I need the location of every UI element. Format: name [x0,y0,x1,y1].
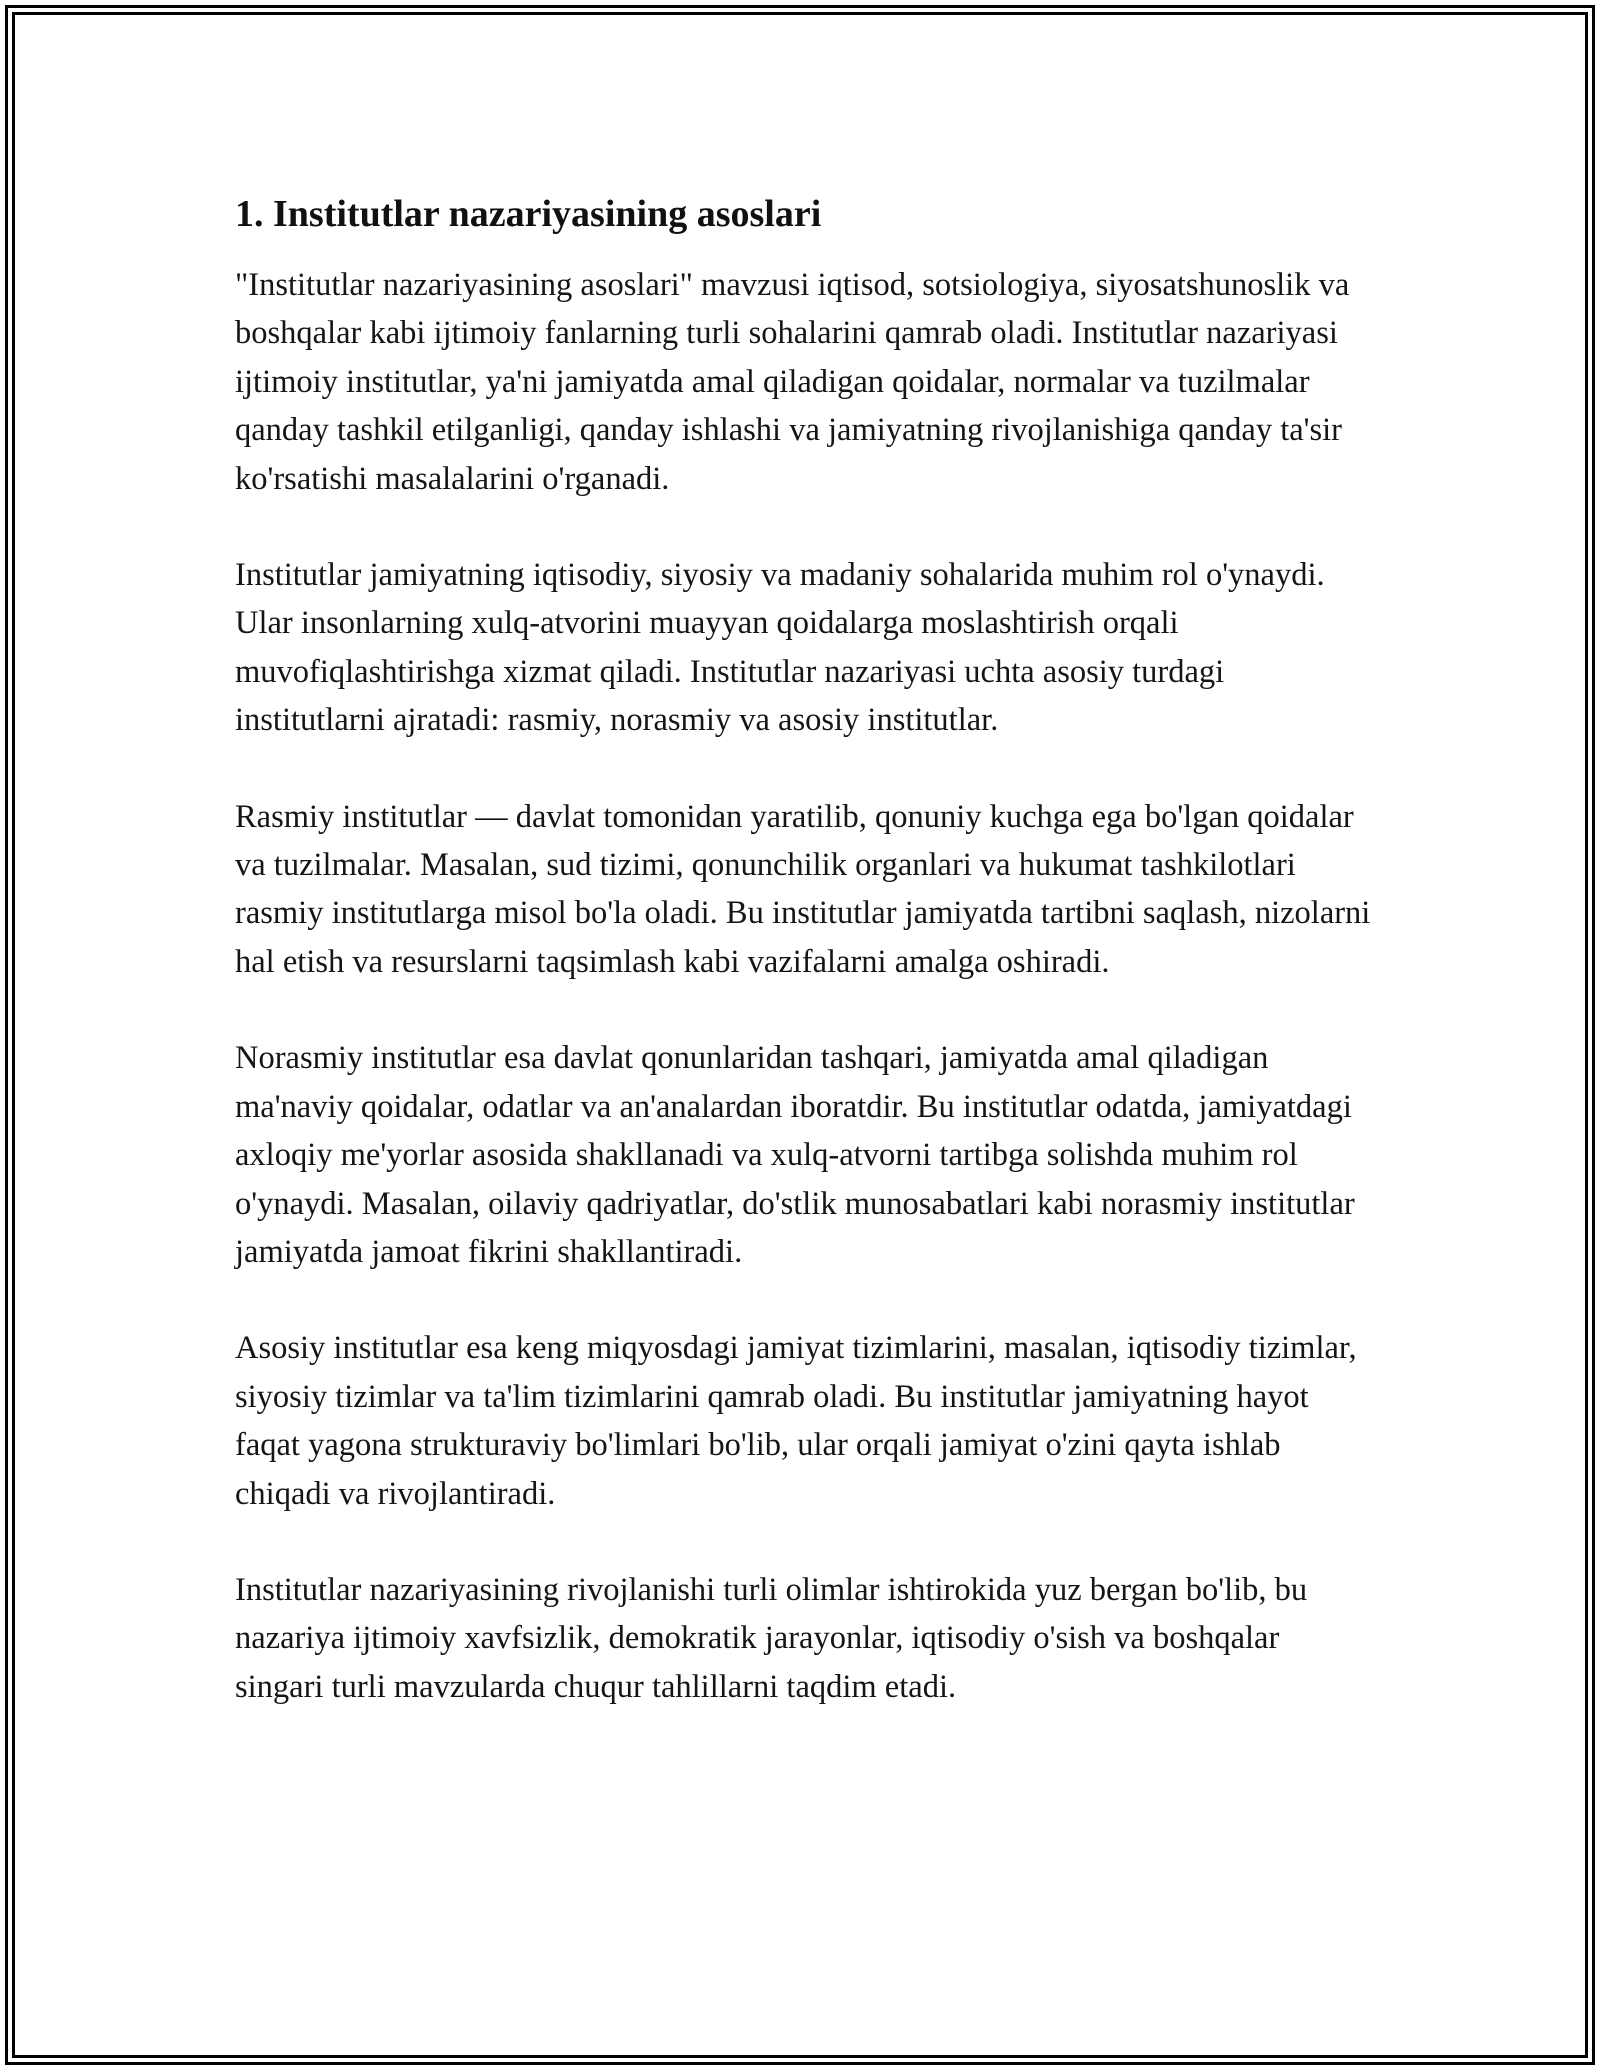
paragraph-1: "Institutlar nazariyasining asoslari" mavzusi iqtisod, sotsiologiya, siyosatshunoslik va boshqalar kabi ijtimoiy fanlarning turli sohalarini qamrab oladi. Institutlar nazariyasi ijtimoiy institutlar, ya'ni jamiyatda amal qiladigan qoidalar, normalar va tuzilmalar qanday tashkil etilganligi, qanday ishlashi va jamiyatning rivojlanishiga qanday ta'sir ko'rsatishi masalalarini o'rganadi. [235,267,1350,497]
section-title: 1. Institutlar nazariyasining asoslari [235,193,822,235]
paragraph-4: Norasmiy institutlar esa davlat qonunlaridan tashqari, jamiyatda amal qiladigan ma'naviy qoidalar, odatlar va an'analardan iboratdir. Bu institutlar odatda, jamiyatdagi axloqiy me'yorlar asosida shakllanadi va xulq-atvorni tartibga solishda muhim rol o'ynaydi. Masalan, oilaviy qadriyatlar, do'stlik munosabatlari kabi norasmiy institutlar jamiyatda jamoat fikrini shakllantiradi. [235,1040,1355,1270]
paragraph-6: Institutlar nazariyasining rivojlanishi turli olimlar ishtirokida yuz bergan bo'lib, bu nazariya ijtimoiy xavfsizlik, demokratik jarayonlar, iqtisodiy o'sish va boshqalar singari turli mavzularda chuqur tahlillarni taqdim etadi. [235,1571,1308,1705]
paragraph-2: Institutlar jamiyatning iqtisodiy, siyosiy va madaniy sohalarida muhim rol o'ynaydi. Ular insonlarning xulq-atvorini muayyan qoidalarga moslashtirish orqali muvofiqlashtirishga xizmat qiladi. Institutlar nazariyasi uchta asosiy turdagi institutlarni ajratadi: rasmiy, norasmiy va asosiy institutlar. [235,557,1325,739]
document-body [235,186,1375,1759]
paragraph-3: Rasmiy institutlar — davlat tomonidan yaratilib, qonuniy kuchga ega bo'lgan qoidalar va tuzilmalar. Masalan, sud tizimi, qonunchilik organlari va hukumat tashkilotlari rasmiy institutlarga misol bo'la oladi. Bu institutlar jamiyatda tartibni saqlash, nizolarni hal etish va resurslarni taqsimlash kabi vazifalarni amalga oshiradi. [235,798,1371,980]
paragraph-5: Asosiy institutlar esa keng miqyosdagi jamiyat tizimlarini, masalan, iqtisodiy tizimlar, siyosiy tizimlar va ta'lim tizimlarini qamrab oladi. Bu institutlar jamiyatning hayot faqat yagona strukturaviy bo'limlari bo'lib, ular orqali jamiyat o'zini qayta ishlab chiqadi va rivojlantiradi. [235,1330,1357,1512]
